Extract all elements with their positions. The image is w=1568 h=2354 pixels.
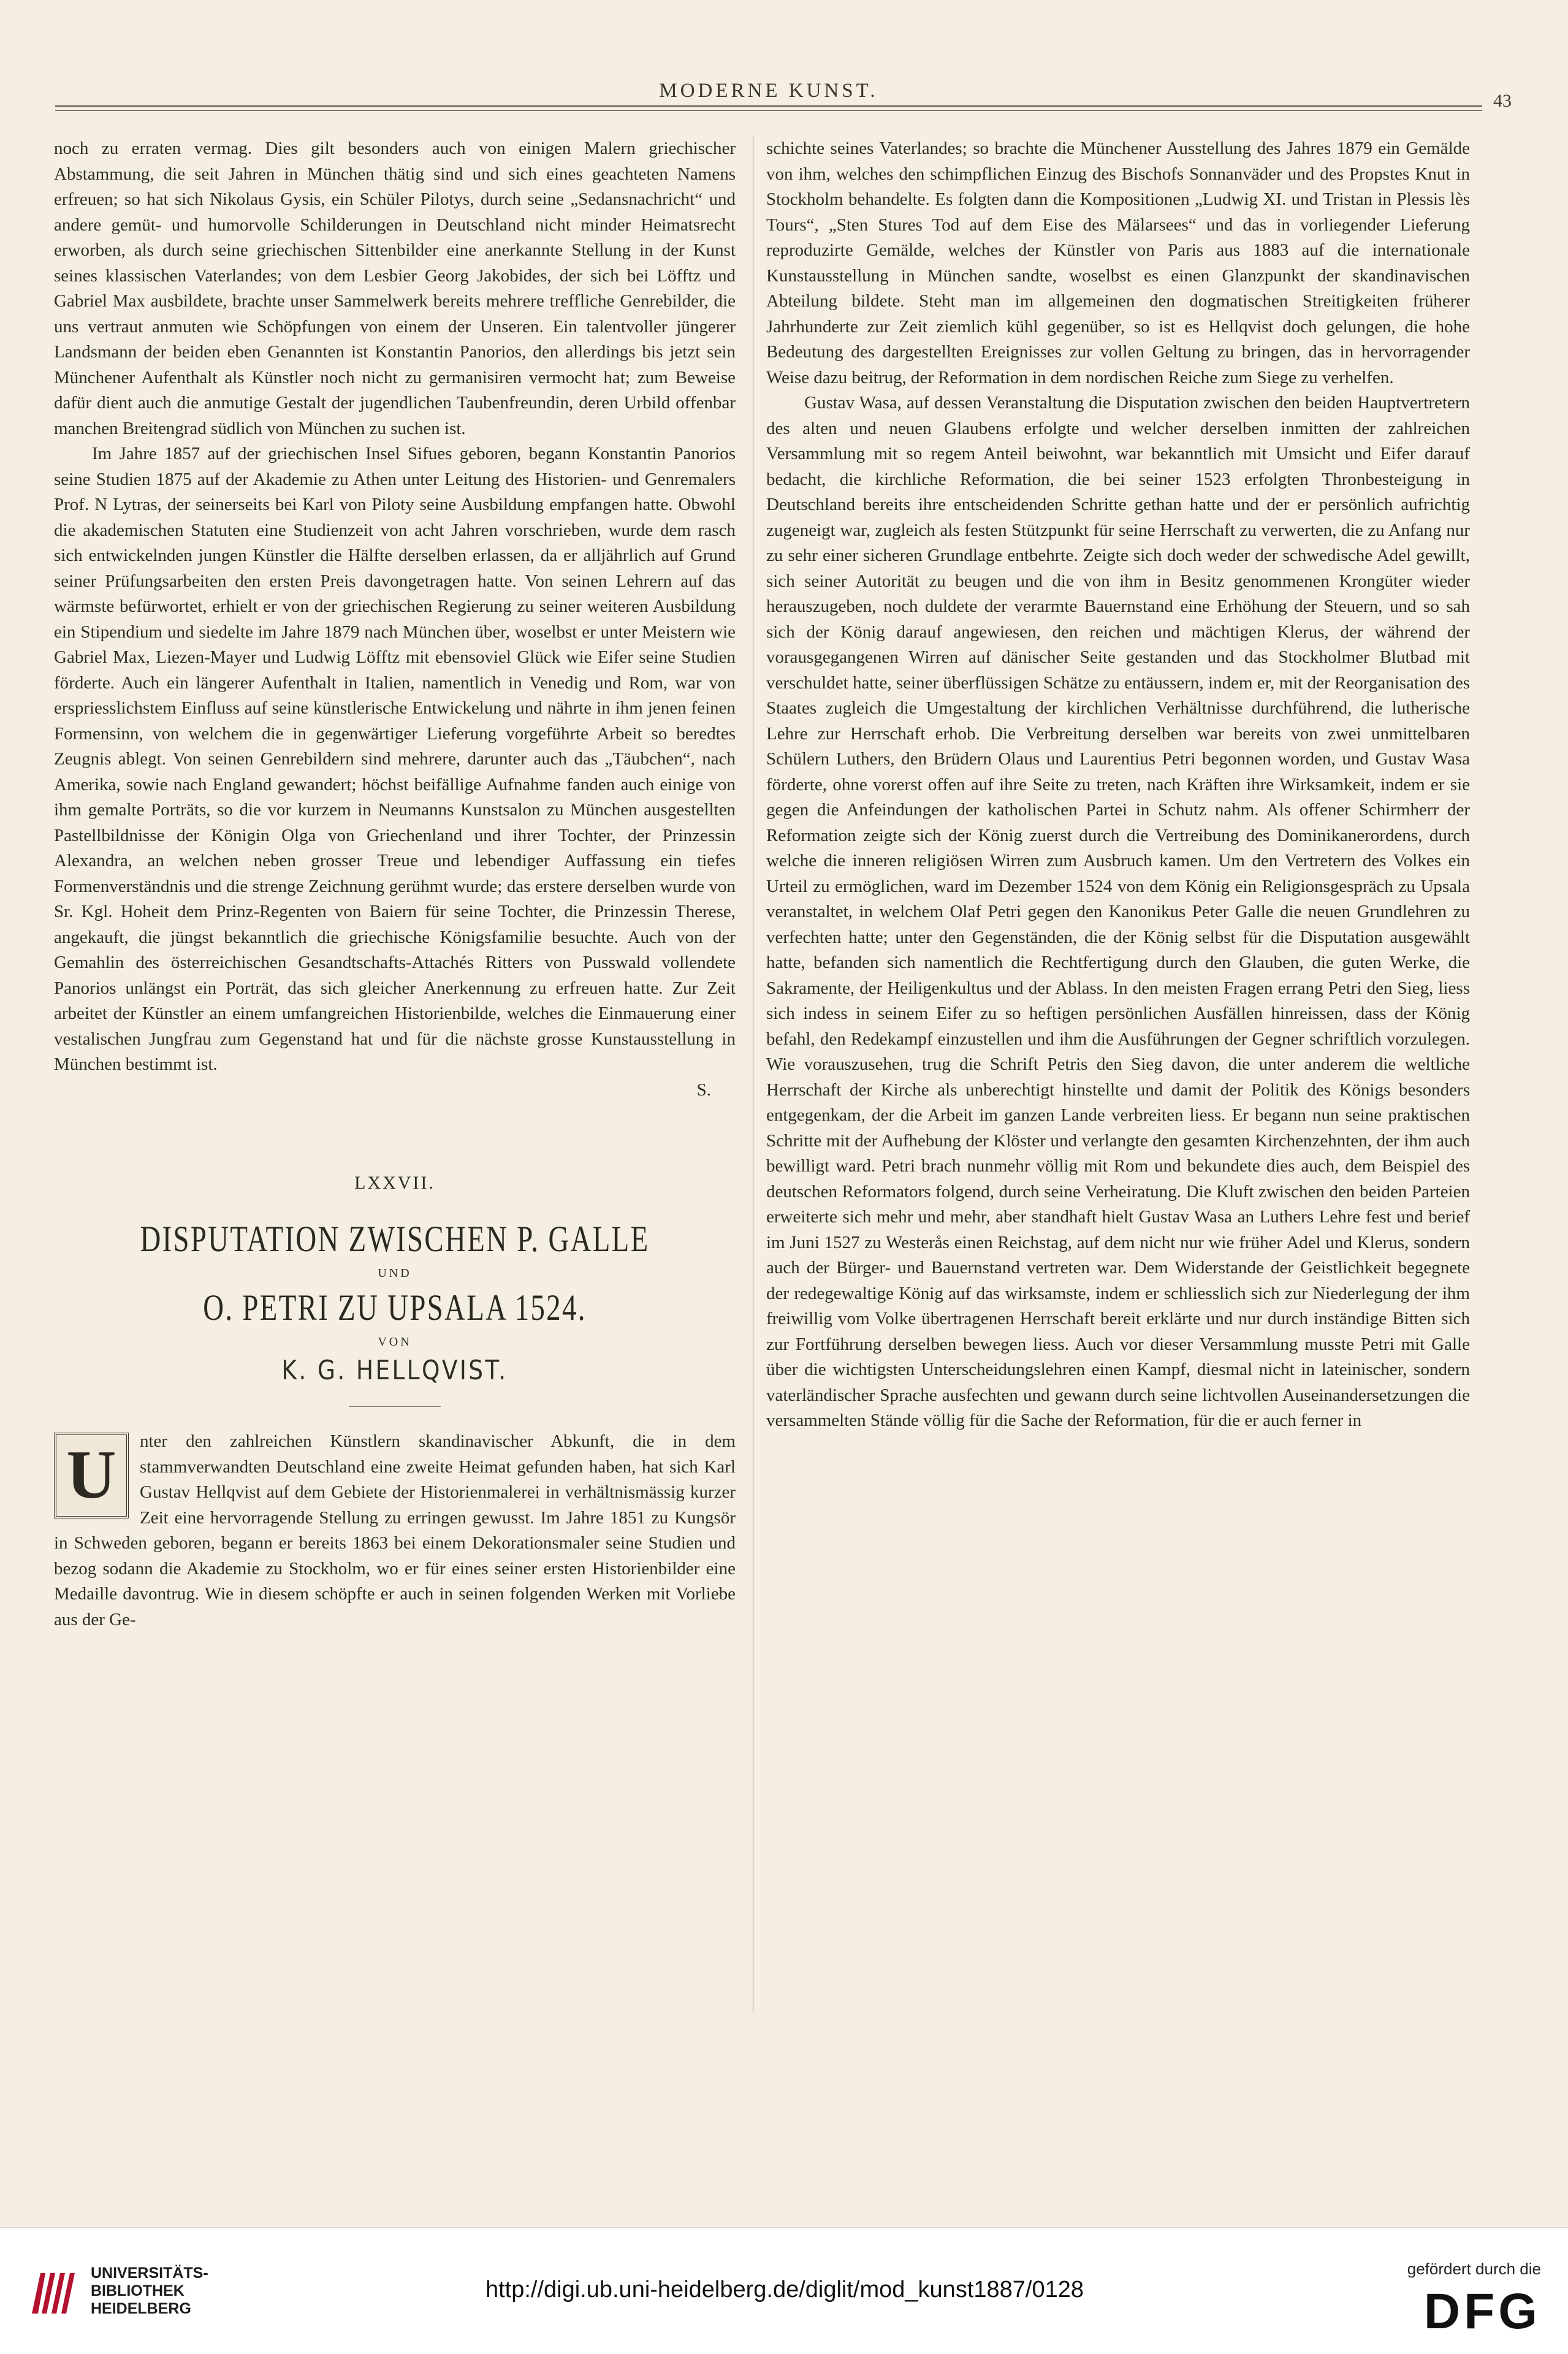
article-opening <box>54 1429 736 1632</box>
title-connector-und: UND <box>378 1266 412 1280</box>
title-connector-von: VON <box>378 1335 412 1349</box>
header-rule-thin <box>55 110 1482 111</box>
author-signature: S. <box>696 1080 711 1100</box>
heading-divider <box>349 1406 441 1407</box>
university-library-logo-icon <box>27 2266 82 2321</box>
article-number: LXXVII. <box>354 1173 435 1193</box>
article-title-line-2: O. PETRI ZU UPSALA 1524. <box>203 1287 587 1328</box>
dfg-logo-icon: DFG <box>1423 2284 1541 2339</box>
digitization-footer <box>0 2227 1568 2354</box>
institution-name: UNIVERSITÄTS- BIBLIOTHEK HEIDELBERG <box>91 2264 208 2317</box>
article-author: K. G. HELLQVIST. <box>281 1354 508 1386</box>
body-paragraph: Gustav Wasa, auf dessen Veranstaltung die Disputation zwischen den beiden Hauptvertretern des alten und neuen Glaubens erfolgte und welcher derselben inmitten der zahlreichen Versammlung mit so regem Anteil beiwohnt, war bekanntlich mit Umsicht und Eifer darauf bedacht, die kirchliche Reformation, die bei seiner 1523 erfolgten Thronbesteigung in Deutschland bereits ihre entscheidenden Schritte gethan hatte und der er persönlich aufrichtig zugeneigt war, zugleich als festen Stützpunkt für seine Herrschaft zu verwerten, die zu Anfang nur zu sehr einer sicheren Grundlage entbehrte. Zeigte sich doch weder der schwedische Adel gewillt, sich seiner Autorität zu beugen und die von ihm in Besitz genommenen Krongüter wieder herauszugeben, noch duldete der verarmte Bauernstand eine Erhöhung der Steuern, und so sah sich der König darauf angewiesen, den reichen und mächtigen Klerus, der während der vorausgegangenen Wirren auf dänischer Seite gestanden und das Stockholmer Blutbad mit verschuldet hatte, seiner überflüssigen Schätze zu entäussern, indem er, mit der Reorganisation des Staates zugleich die Umgestaltung der kirchlichen Verhältnisse durchführend, die lutherische Lehre zur Herrschaft erhob. Die Verbreitung derselben war bereits von zwei unmittelbaren Schülern Luthers, den Brüdern Olaus und Laurentius Petri begonnen worden, und Gustav Wasa förderte, ohne vorerst offen auf ihre Seite zu treten, nach Kräften ihre Wirksamkeit, indem er sie gegen die Anfeindungen der katholischen Partei in Schutz nahm. Als offener Schirmherr der Reformation zeigte sich der König zuerst durch die Vertreibung des Dominikanerordens, durch welche die inneren religiösen Wirren zum Ausbruch kamen. Um den Vertretern des Volkes ein Urteil zu ermöglichen, ward im Dezember 1524 von dem König ein Religionsgespräch zu Upsala veranstaltet, in welchem Olaf Petri gegen den Kanonikus Peter Galle die neuen Grundlehren zu verfechten hatte; unter den Gegenständen, die der König selbst für die Disputation ausgewählt hatte, befanden sich namentlich die Rechtfertigung durch den Glauben, die guten Werke, die Sakramente, der Heiligenkultus und der Ablass. In den meisten Fragen errang Petri den Sieg, liess sich indess in seinem Eifer zu so heftigen persönlichen Ausfällen hinreissen, dass der König befahl, den Redekampf einzustellen und ihm die Ausführungen der Gegner schriftlich vorzulegen. Wie vorauszusehen, trug die Schrift Petris den Sieg davon, die unter anderem die weltliche Herrschaft der Kirche als unberechtigt hinstellte und damit der Politik des Königs besonders entgegenkam, der die Arbeit im ganzen Lande verbreiten liess. Er begann nun seine praktischen Schritte mit der Aufhebung der Klöster und verlangte den gesamten Kirchenzehnten, der ihm auch bewilligt ward. Petri brach nunmehr völlig mit Rom und bekundete dies auch, dem Beispiel des deutschen Reformators folgend, durch seine Verheiratung. Die Kluft zwischen den beiden Parteien erweiterte sich mehr und mehr, aber standhaft hielt Gustav Wasa an Luthers Lehre fest und berief im Juni 1527 zu Westerås einen Reichstag, auf dem nicht nur wie früher Adel und Klerus, sondern auch der Bürger- und Bauernstand vertreten war. Dem Widerstande der Geistlichkeit begegnete der redegewaltige König auf das wirksamste, indem er schliesslich sich zur Niederlegung der ihm freiwillig vom Volke übertragenen Herrschaft bereit erklärte und nur durch inständige Bitten sich zur Fortführung derselben bewegen liess. Auch vor dieser Versammlung musste Petri mit Galle über die wichtigsten Unterscheidungslehren einen Kampf, diesmal nicht in lateinischer, sondern vaterländischer Sprache ausfechten und gewann durch seine lichtvollen Auseinandersetzungen die versammelten Stände völlig für die Sache der Reformation, für die er auch ferner in <box>766 393 1470 1430</box>
body-paragraph: noch zu erraten vermag. Dies gilt besonders auch von einigen Malern griechischer Abstammung, die seit Jahren in München thätig sind und sich eines geachteten Namens erfreuen; so hat sich Nikolaus Gysis, ein Schüler Pilotys, durch seine „Sedansnachricht“ und andere gemüt- und humorvolle Schilderungen in Deutschland nicht minder Heimatsrecht erworben, als durch seine griechischen Sittenbilder eine anerkannte Stellung in der Kunst seines klassischen Vaterlandes; von dem Lesbier Georg Jakobides, der sich bei Löfftz und Gabriel Max ausbildete, brachte unser Sammelwerk bereits mehrere treffliche Genrebilder, die uns vertraut anmuten wie Schöpfungen von einem der Unseren. Ein talentvoller jüngerer Landsmann der beiden eben Genannten ist Konstantin Panorios, den allerdings bis jetzt sein Münchener Aufenthalt als Künstler noch nicht zu germanisiren vermocht hat; zum Beweise dafür dient auch die anmutige Gestalt der jugendlichen Taubenfreundin, deren Urbild offenbar manchen Breitengrad südlich von München zu suchen ist. <box>54 139 736 438</box>
left-column <box>54 136 736 1632</box>
page-number: 43 <box>1493 91 1512 111</box>
header-rule <box>55 105 1482 107</box>
funding-note: gefördert durch die <box>1407 2260 1541 2278</box>
page-header <box>55 72 1512 115</box>
article-title-line-1: DISPUTATION ZWISCHEN P. GALLE <box>140 1218 650 1259</box>
signature-line <box>54 1078 736 1103</box>
body-paragraph: schichte seines Vaterlandes; so brachte die Münchener Ausstellung des Jahres 1879 ein Gemälde von ihm, welches den schimpflichen Einzug des Bischofs Sonnanväder und des Propstes Knut in Stockholm behandelte. Es folgten dann die Kompositionen „Ludwig XI. und Tristan in Plessis lès Tours“, „Sten Stures Tod auf dem Eise des Mälarsees“ und das in vorliegender Lieferung reproduzirte Gemälde, welches der Künstler von Paris aus 1883 auf die internationale Kunstausstellung in München sandte, woselbst es einen Glanzpunkt der skandinavischen Abteilung bildete. Steht man im allgemeinen den dogmatischen Streitigkeiten früherer Jahrhunderte zur Zeit ziemlich kühl gegenüber, so ist es Hellqvist doch gelungen, die hohe Bedeutung des dargestellten Ereignisses zur vollen Geltung zu bringen, das in hervorragender Weise dazu beitrug, der Reformation in dem nordischen Reiche zum Siege zu verhelfen. <box>766 139 1470 387</box>
permalink-url[interactable]: http://digi.ub.uni-heidelberg.de/diglit/mod_kunst1887/0128 <box>485 2277 1084 2303</box>
running-title: MODERNE KUNST. <box>659 80 878 102</box>
article-heading <box>54 1170 736 1407</box>
right-column <box>766 136 1470 1434</box>
body-paragraph: Im Jahre 1857 auf der griechischen Insel Sifues geboren, begann Konstantin Panorios seine Studien 1875 auf der Akademie zu Athen unter Leitung des Historien- und Genremalers Prof. N Lytras, der seinerseits bei Karl von Piloty seine Ausbildung empfangen hatte. Obwohl die akademischen Statuten eine Studienzeit von acht Jahren vorschrieben, wurde dem rasch sich entwickelnden jungen Künstler die Hälfte derselben erlassen, da er alljährlich auf Grund seiner Prüfungsarbeiten den ersten Preis davongetragen hatte. Von seinen Lehrern auf das wärmste befürwortet, erhielt er von der griechischen Regierung zu seiner weiteren Ausbildung ein Stipendium und siedelte im Jahre 1879 nach München über, woselbst er unter Meistern wie Gabriel Max, Liezen-Mayer und Ludwig Löfftz mit ebensoviel Glück wie Eifer seine Studien förderte. Auch ein längerer Aufenthalt in Italien, namentlich in Venedig und Rom, war von erspriesslichstem Einfluss auf seine künstlerische Entwickelung und nährte in ihm jenen feinen Formensinn, von welchem die in gegenwärtiger Lieferung vorgeführte Arbeit so beredtes Zeugnis ablegt. Von seinen Genrebildern sind mehrere, darunter auch das „Täubchen“, nach Amerika, sowie nach England gewandert; höchst beifällige Aufnahme fanden auch einige von ihm gemalte Porträts, so die vor kurzem in Neumanns Kunstsalon zu München ausgestellten Pastellbildnisse der Königin Olga von Griechenland und ihrer Tochter, der Prinzessin Alexandra, an welchen neben grosser Treue und lebendiger Auffassung ein tiefes Formenverständnis und die strenge Zeichnung gerühmt wurde; das erstere derselben wurde von Sr. Kgl. Hoheit dem Prinz-Regenten von Baiern für seine Tochter, die Prinzessin Therese, angekauft, die jüngst bekanntlich die griechische Königsfamilie besuchte. Auch von der Gemahlin des österreichischen Gesandtschafts-Attachés Ritters von Pusswald vollendete Panorios unlängst ein Porträt, das sich gleicher Anerkennung zu erfreuen hatte. Zur Zeit arbeitet der Künstler an einem umfangreichen Historienbilde, welches die Einmauerung einer vestalischen Jungfrau zum Gegenstand hat und für die nächste grosse Kunstausstellung in München bestimmt ist. <box>54 444 736 1074</box>
body-paragraph: nter den zahlreichen Künstlern skandinavischer Abkunft, die in dem stammverwandten Deutschland eine zweite Heimat gefunden haben, hat sich Karl Gustav Hellqvist auf dem Gebiete der Historienmalerei in verhältnismässig kurzer Zeit eine hervorragende Stellung zu erringen gewusst. Im Jahre 1851 zu Kungsör in Schweden geboren, begann er bereits 1863 bei einem Dekorationsmaler seine Studien und bezog sodann die Akademie zu Stockholm, wo er für eines seiner ersten Historienbilder eine Medaille davontrug. Wie in diesem schöpfte er auch in seinen folgenden Werken mit Vorliebe aus der Ge- <box>54 1431 736 1629</box>
decorative-initial-icon: U <box>54 1433 129 1518</box>
